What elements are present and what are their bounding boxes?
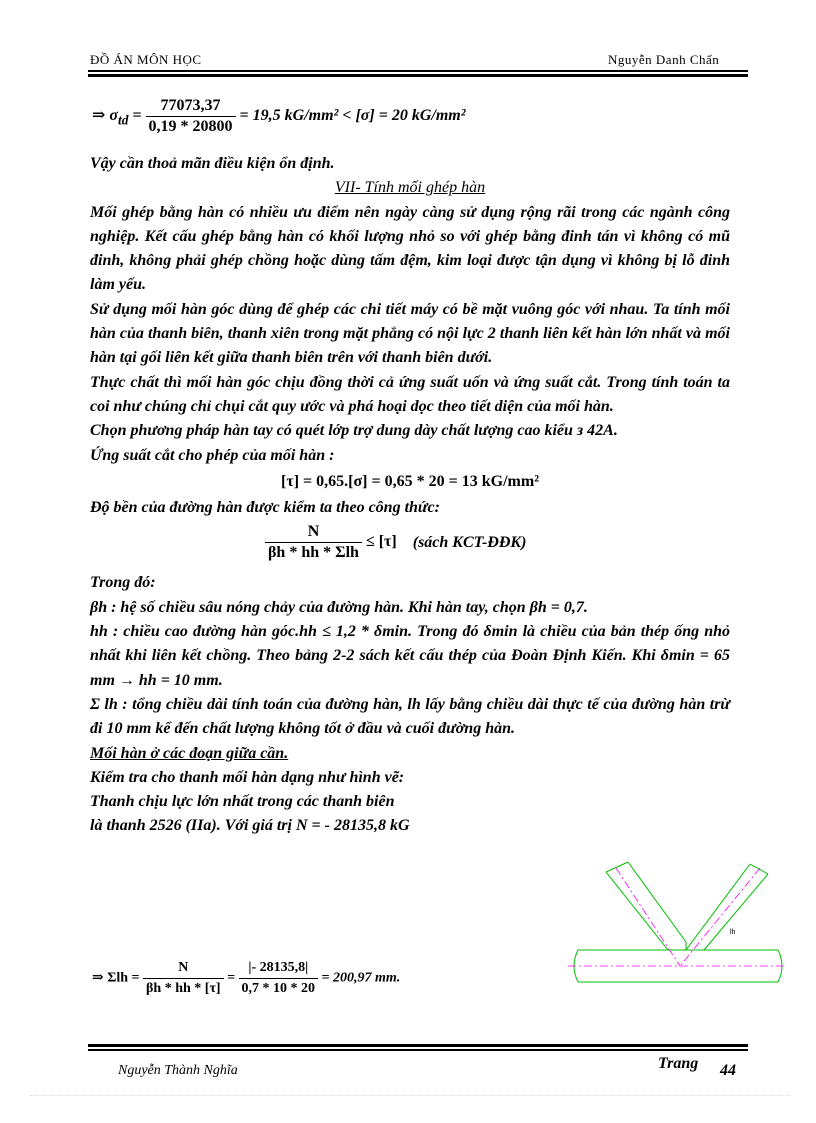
header-left: ĐỒ ÁN MÔN HỌC <box>90 52 202 67</box>
weld-joint-figure <box>568 858 786 998</box>
paragraph-10: Σ lh : tổng chiều dài tính toán của đường hàn, lh lấy bằng chiều dài thực tế của đường hàn trừ đi 10 mm kể đến chất lượng không tốt ở đầu và cuối đường hàn. <box>90 695 730 738</box>
paragraph-14: là thanh 2526 (IIa). Với giá trị N = - 28135,8 kG <box>90 817 410 835</box>
footer-rule <box>88 1044 748 1047</box>
equation-strength: $\frac{N}{\text{βh * hh * Σlh}}$ ≤ [τ] (sách KCT-ĐĐK) <box>265 522 730 563</box>
paragraph-2: Sử dụng mối hàn góc dùng để ghép các chi tiết máy có bề mặt vuông góc với nhau. Ta tính mối hàn của thanh biên, thanh xiên trong mặt phẳng có nội lực 2 thanh liên kết hàn lớn nhất và mối hàn tại gối liên kết giữa thanh biên trên với thanh biên dưới. <box>90 300 730 367</box>
paragraph-4: Chọn phương pháp hàn tay có quét lớp trợ dung dày chất lượng cao kiểu з 42A. <box>90 422 618 440</box>
paragraph-12: Kiểm tra cho thanh mối hàn dạng như hình vẽ: <box>90 768 405 786</box>
footer-page-number: 44 <box>720 1062 736 1079</box>
paragraph-13: Thanh chịu lực lớn nhất trong các thanh biên <box>90 793 395 811</box>
paragraph-1: Mối ghép bằng hàn có nhiều ưu điểm nên ngày càng sử dụng rộng rãi trong các ngành công nghiệp. Kết cấu ghép bằng hàn có khối lượng nhỏ so với ghép bằng đinh tán vì không có mũ đinh, không phải ghép chồng hoặc dùng tấm đệm, kim loại được tận dụng vì không bị lỗ đinh làm yếu. <box>90 203 730 294</box>
weld-length-label: lh <box>730 929 736 936</box>
body-text <box>90 152 730 839</box>
subheading-middle-welds: Mối hàn ở các đoạn giữa cần. <box>90 744 289 762</box>
paragraph-9: hh : chiều cao đường hàn góc.hh ≤ 1,2 * δmin. Trong đó δmin là chiều của bản thép ống nhỏ nhất khi liên kết chồng. Theo bảng 2-2 sách kết cấu thép của Đoàn Định Kiến. Khi δmin = 65 mm → hh = 10 mm. <box>90 623 730 689</box>
section-heading: VII- Tính mối ghép hàn <box>334 179 486 197</box>
equation-weld-length: ⇒ Σlh = $\frac{N}{\beta h * hh * [\tau]}$ = $\frac{|- 28135,8|}{0,7 * 10 * 20}$ = 200,97 mm. <box>92 960 401 996</box>
footer-author: Nguyễn Thành Nghĩa <box>118 1063 238 1078</box>
paragraph-8: βh : hệ số chiều sâu nóng chảy của đường hàn. Khi hàn tay, chọn βh = 0,7. <box>90 598 588 616</box>
paragraph-6: Độ bền của đường hàn được kiểm ta theo công thức: <box>90 499 440 517</box>
header-rule <box>88 70 748 72</box>
equation-shear: [τ] = 0,65.[σ] = 0,65 * 20 = 13 kG/mm² <box>281 472 539 490</box>
header-right: Nguyễn Danh Chấn <box>608 52 720 67</box>
paragraph-7: Trong đó: <box>90 574 156 592</box>
footer-page-label: Trang <box>658 1055 699 1072</box>
footer-rule-2 <box>88 1049 748 1051</box>
paragraph-3: Thực chất thì mối hàn góc chịu đồng thời cả ứng suất uốn và ứng suất cắt. Trong tính toán ta coi như chúng chỉ chụi cắt quy ước và phá hoại dọc theo tiết diện của mối hàn. <box>90 373 730 415</box>
paragraph-5: Ứng suất cắt cho phép của mối hàn : <box>90 446 335 464</box>
equation-stress: ⇒ $\sigma_{td}$ = $\frac{77073,37}{0,19 * 20800}$ = 19,5 kG/mm² < [σ] = 20 kG/mm² <box>92 97 466 135</box>
line-stability: Vậy cần thoả mãn điều kiện ổn định. <box>90 155 335 172</box>
header-rule-2 <box>88 74 748 77</box>
page-bottom-dots <box>30 1095 790 1096</box>
